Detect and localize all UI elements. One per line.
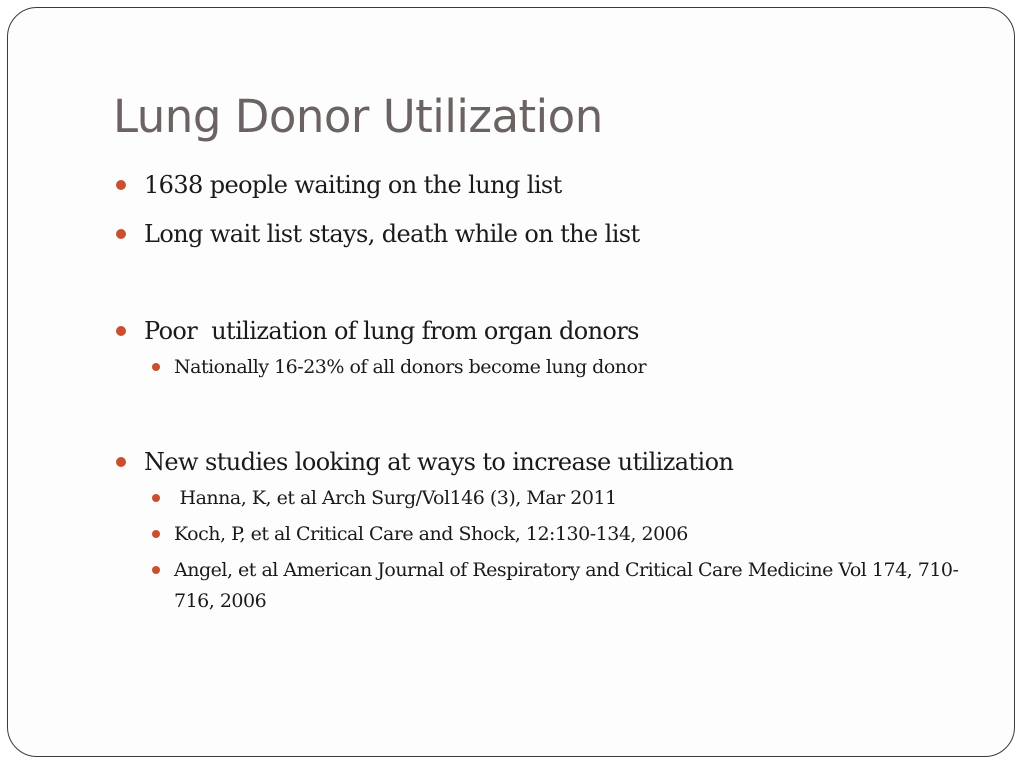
bullet-item — [114, 445, 974, 479]
bullet-text: 1638 people waiting on the lung list — [144, 171, 562, 199]
bullet-dot-icon — [116, 180, 126, 190]
slide-title: Lung Donor Utilization — [113, 90, 603, 143]
bullet-text: New studies looking at ways to increase utilization — [144, 448, 734, 476]
sub-bullet-item — [114, 555, 974, 617]
sub-bullet-dot-icon — [152, 566, 160, 574]
sub-bullet-text: Angel, et al American Journal of Respiratory and Critical Care Medicine Vol 174, 710-716, 2006 — [174, 559, 959, 612]
bullet-dot-icon — [116, 229, 126, 239]
sub-bullet-dot-icon — [152, 363, 160, 371]
bullet-item — [114, 217, 974, 251]
bullet-text: Poor utilization of lung from organ donors — [144, 317, 639, 345]
sub-bullet-item — [114, 483, 974, 513]
slide-body — [114, 168, 974, 623]
sub-bullet-item — [114, 519, 974, 549]
bullet-dot-icon — [116, 326, 126, 336]
bullet-item — [114, 168, 974, 202]
bullet-item — [114, 314, 974, 348]
sub-bullet-item — [114, 352, 974, 382]
bullet-text: Long wait list stays, death while on the list — [144, 220, 640, 248]
sub-bullet-text: Hanna, K, et al Arch Surg/Vol146 (3), Mar 2011 — [174, 487, 617, 509]
sub-bullet-text: Nationally 16-23% of all donors become lung donor — [174, 356, 647, 378]
sub-bullet-dot-icon — [152, 494, 160, 502]
sub-bullet-text: Koch, P, et al Critical Care and Shock, 12:130-134, 2006 — [174, 523, 688, 545]
sub-bullet-dot-icon — [152, 530, 160, 538]
bullet-dot-icon — [116, 457, 126, 467]
